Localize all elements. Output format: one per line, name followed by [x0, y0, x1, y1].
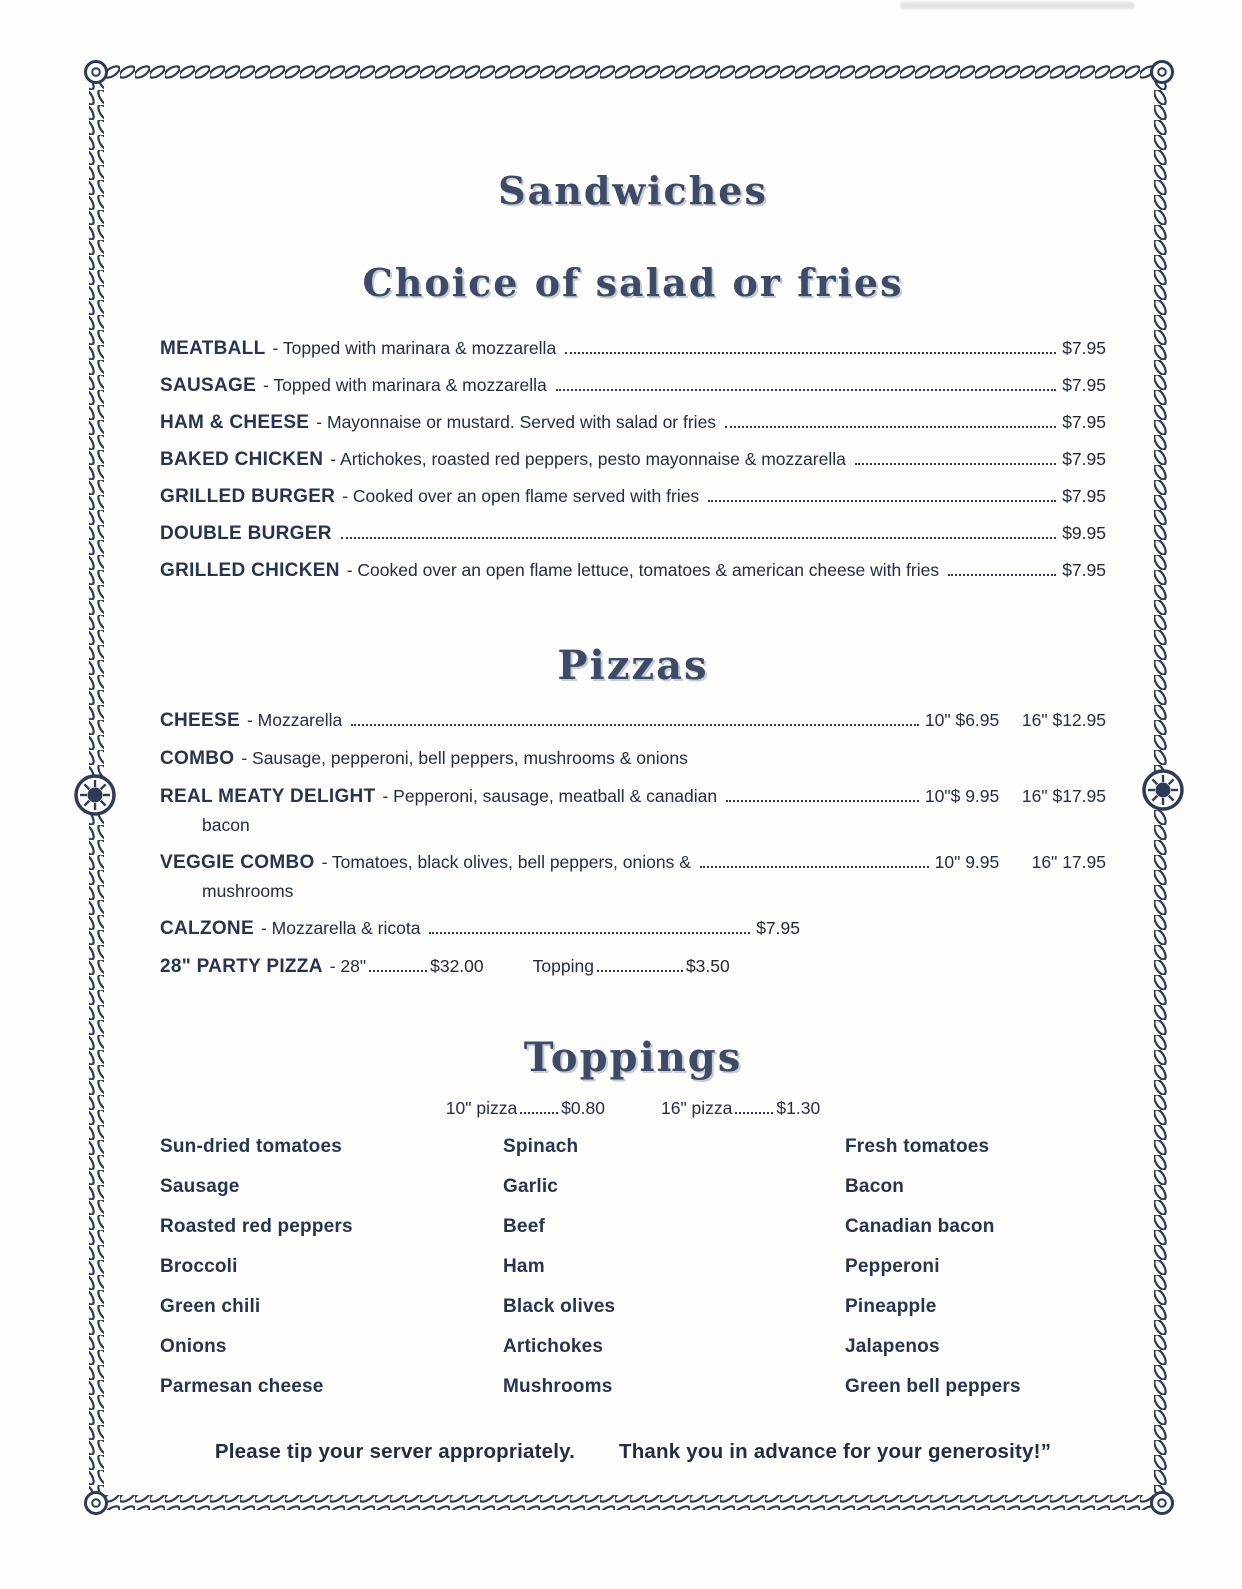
dotted-leader	[725, 426, 1056, 428]
topping-item: Ham	[503, 1256, 545, 1277]
menu-item-combo-pizza	[160, 748, 1106, 770]
topping-item: Mushrooms	[503, 1376, 613, 1397]
menu-item-grilled-chicken	[160, 560, 1106, 582]
topping-size-10	[446, 1098, 605, 1119]
section-subtitle-choice: Choice of salad or fries	[362, 260, 904, 305]
sun-medallion-icon	[76, 776, 114, 814]
price-16-inch: 16" 17.95	[1031, 852, 1106, 872]
item-desc: - Mayonnaise or mustard. Served with salad or fries	[316, 412, 717, 432]
price-10-inch: 10" 9.95	[934, 852, 1000, 872]
pizza-list	[160, 710, 1106, 994]
topping-item: Green bell peppers	[845, 1376, 1021, 1397]
sandwich-list	[160, 338, 1106, 582]
menu-item-baked-chicken	[160, 449, 1106, 471]
menu-item-cheese-pizza	[160, 710, 1106, 732]
item-price: $7.95	[1062, 560, 1106, 580]
dotted-leader	[369, 970, 427, 972]
dotted-leader	[855, 463, 1056, 465]
topping-label: Topping	[532, 956, 594, 976]
item-desc: - Sausage, pepperoni, bell peppers, mushrooms & onions	[241, 748, 688, 768]
dotted-leader	[708, 500, 1056, 502]
topping-item: Green chili	[160, 1296, 261, 1317]
dotted-leader	[556, 389, 1056, 391]
item-price: $32.00	[430, 956, 484, 976]
footer-thanks-text: Thank you in advance for your generosity!”	[618, 1440, 1052, 1463]
menu-item-party-pizza	[160, 956, 1106, 978]
menu-item-calzone	[160, 918, 800, 940]
item-name: BAKED CHICKEN	[160, 449, 324, 470]
section-title-pizzas: Pizzas	[557, 642, 709, 689]
item-name: VEGGIE COMBO	[160, 852, 315, 873]
item-name: MEATBALL	[160, 338, 266, 359]
topping-item: Pineapple	[845, 1296, 937, 1317]
topping-item: Canadian bacon	[845, 1216, 995, 1237]
dotted-leader	[520, 1112, 558, 1114]
item-desc: - Topped with marinara & mozzarella	[272, 338, 557, 358]
item-name: 28" PARTY PIZZA	[160, 956, 323, 977]
item-desc: - Mozzarella & ricota	[260, 918, 421, 938]
topping-item: Sun-dried tomatoes	[160, 1136, 343, 1157]
item-name: REAL MEATY DELIGHT	[160, 786, 376, 807]
topping-item: Roasted red peppers	[160, 1216, 353, 1237]
item-price: $9.95	[1062, 523, 1106, 543]
topping-sizes-line	[160, 1098, 1106, 1119]
item-price: $7.95	[1062, 486, 1106, 506]
corner-ring-icon	[1152, 1493, 1173, 1514]
dotted-leader	[351, 724, 919, 726]
menu-item-meatball	[160, 338, 1106, 360]
price-16-inch: 16" $17.95	[1021, 786, 1106, 806]
dotted-leader	[726, 800, 919, 802]
item-desc: - 28"	[329, 956, 367, 976]
corner-ring-icon	[86, 1493, 107, 1514]
size-price: $0.80	[561, 1098, 605, 1118]
dotted-leader	[948, 574, 1056, 576]
topping-item: Black olives	[503, 1296, 616, 1317]
topping-item: Bacon	[845, 1176, 905, 1197]
item-desc: - Topped with marinara & mozzarella	[263, 375, 547, 395]
topping-item: Fresh tomatoes	[845, 1136, 990, 1157]
item-name: GRILLED CHICKEN	[160, 560, 340, 581]
price-16-inch: 16" $12.95	[1021, 710, 1106, 730]
item-name: GRILLED BURGER	[160, 486, 336, 507]
item-name: SAUSAGE	[160, 375, 257, 396]
item-name: HAM & CHEESE	[160, 412, 310, 433]
topping-item: Artichokes	[503, 1336, 604, 1357]
footer-tip-text: Please tip your server appropriately.	[214, 1440, 576, 1463]
dotted-leader	[700, 866, 929, 868]
item-name: COMBO	[160, 748, 235, 769]
menu-item-double-burger	[160, 523, 1106, 545]
dotted-leader	[341, 537, 1056, 539]
menu-item-sausage	[160, 375, 1106, 397]
topping-item: Broccoli	[160, 1256, 238, 1277]
item-desc: - Cooked over an open flame lettuce, tomatoes & american cheese with fries	[346, 560, 940, 580]
section-title-sandwiches: Sandwiches	[498, 168, 768, 213]
topping-size-16	[661, 1098, 820, 1119]
sun-medallion-icon	[1144, 771, 1182, 809]
item-desc: - Tomatoes, black olives, bell peppers, onions &	[321, 852, 691, 872]
topping-item: Sausage	[160, 1176, 240, 1197]
item-price: $7.95	[756, 918, 800, 938]
size-label: 10" pizza	[445, 1098, 518, 1118]
topping-item: Beef	[503, 1216, 545, 1237]
size-price: $1.30	[776, 1098, 821, 1118]
topping-price: $3.50	[685, 956, 730, 976]
dotted-leader	[735, 1112, 773, 1114]
item-price: $7.95	[1062, 449, 1106, 469]
corner-ring-icon	[86, 62, 107, 83]
price-10-inch: 10" $6.95	[924, 710, 1000, 730]
item-name: CHEESE	[160, 710, 240, 731]
footer-note	[160, 1440, 1106, 1464]
item-desc-continuation: mushrooms	[202, 881, 294, 901]
topping-item: Garlic	[503, 1176, 559, 1197]
menu-item-grilled-burger	[160, 486, 1106, 508]
size-label: 16" pizza	[661, 1098, 733, 1118]
menu-item-real-meaty-delight	[160, 786, 1106, 808]
topping-item: Spinach	[503, 1136, 579, 1157]
menu-item-veggie-combo	[160, 852, 1106, 874]
dotted-leader	[565, 352, 1056, 354]
topping-item: Onions	[160, 1336, 227, 1357]
item-price: $7.95	[1062, 338, 1106, 358]
item-desc: - Cooked over an open flame served with fries	[342, 486, 700, 506]
item-desc-continuation: bacon	[202, 815, 250, 835]
topping-item: Pepperoni	[845, 1256, 940, 1277]
item-desc: - Pepperoni, sausage, meatball & canadian	[382, 786, 718, 806]
item-desc: - Artichokes, roasted red peppers, pesto mayonnaise & mozzarella	[330, 449, 846, 469]
toppings-grid	[160, 1136, 1106, 1416]
dotted-leader	[597, 970, 683, 972]
item-desc: - Mozzarella	[246, 710, 343, 730]
item-name: CALZONE	[160, 918, 254, 939]
topping-item: Jalapenos	[845, 1336, 940, 1357]
price-10-inch: 10"$ 9.95	[924, 786, 1000, 806]
topping-item: Parmesan cheese	[160, 1376, 324, 1397]
dotted-leader	[429, 932, 750, 934]
menu-item-ham-cheese	[160, 412, 1106, 434]
item-price: $7.95	[1062, 375, 1106, 395]
item-name: DOUBLE BURGER	[160, 523, 332, 544]
item-price: $7.95	[1062, 412, 1106, 432]
section-title-toppings: Toppings	[523, 1034, 743, 1081]
corner-ring-icon	[1152, 62, 1173, 83]
